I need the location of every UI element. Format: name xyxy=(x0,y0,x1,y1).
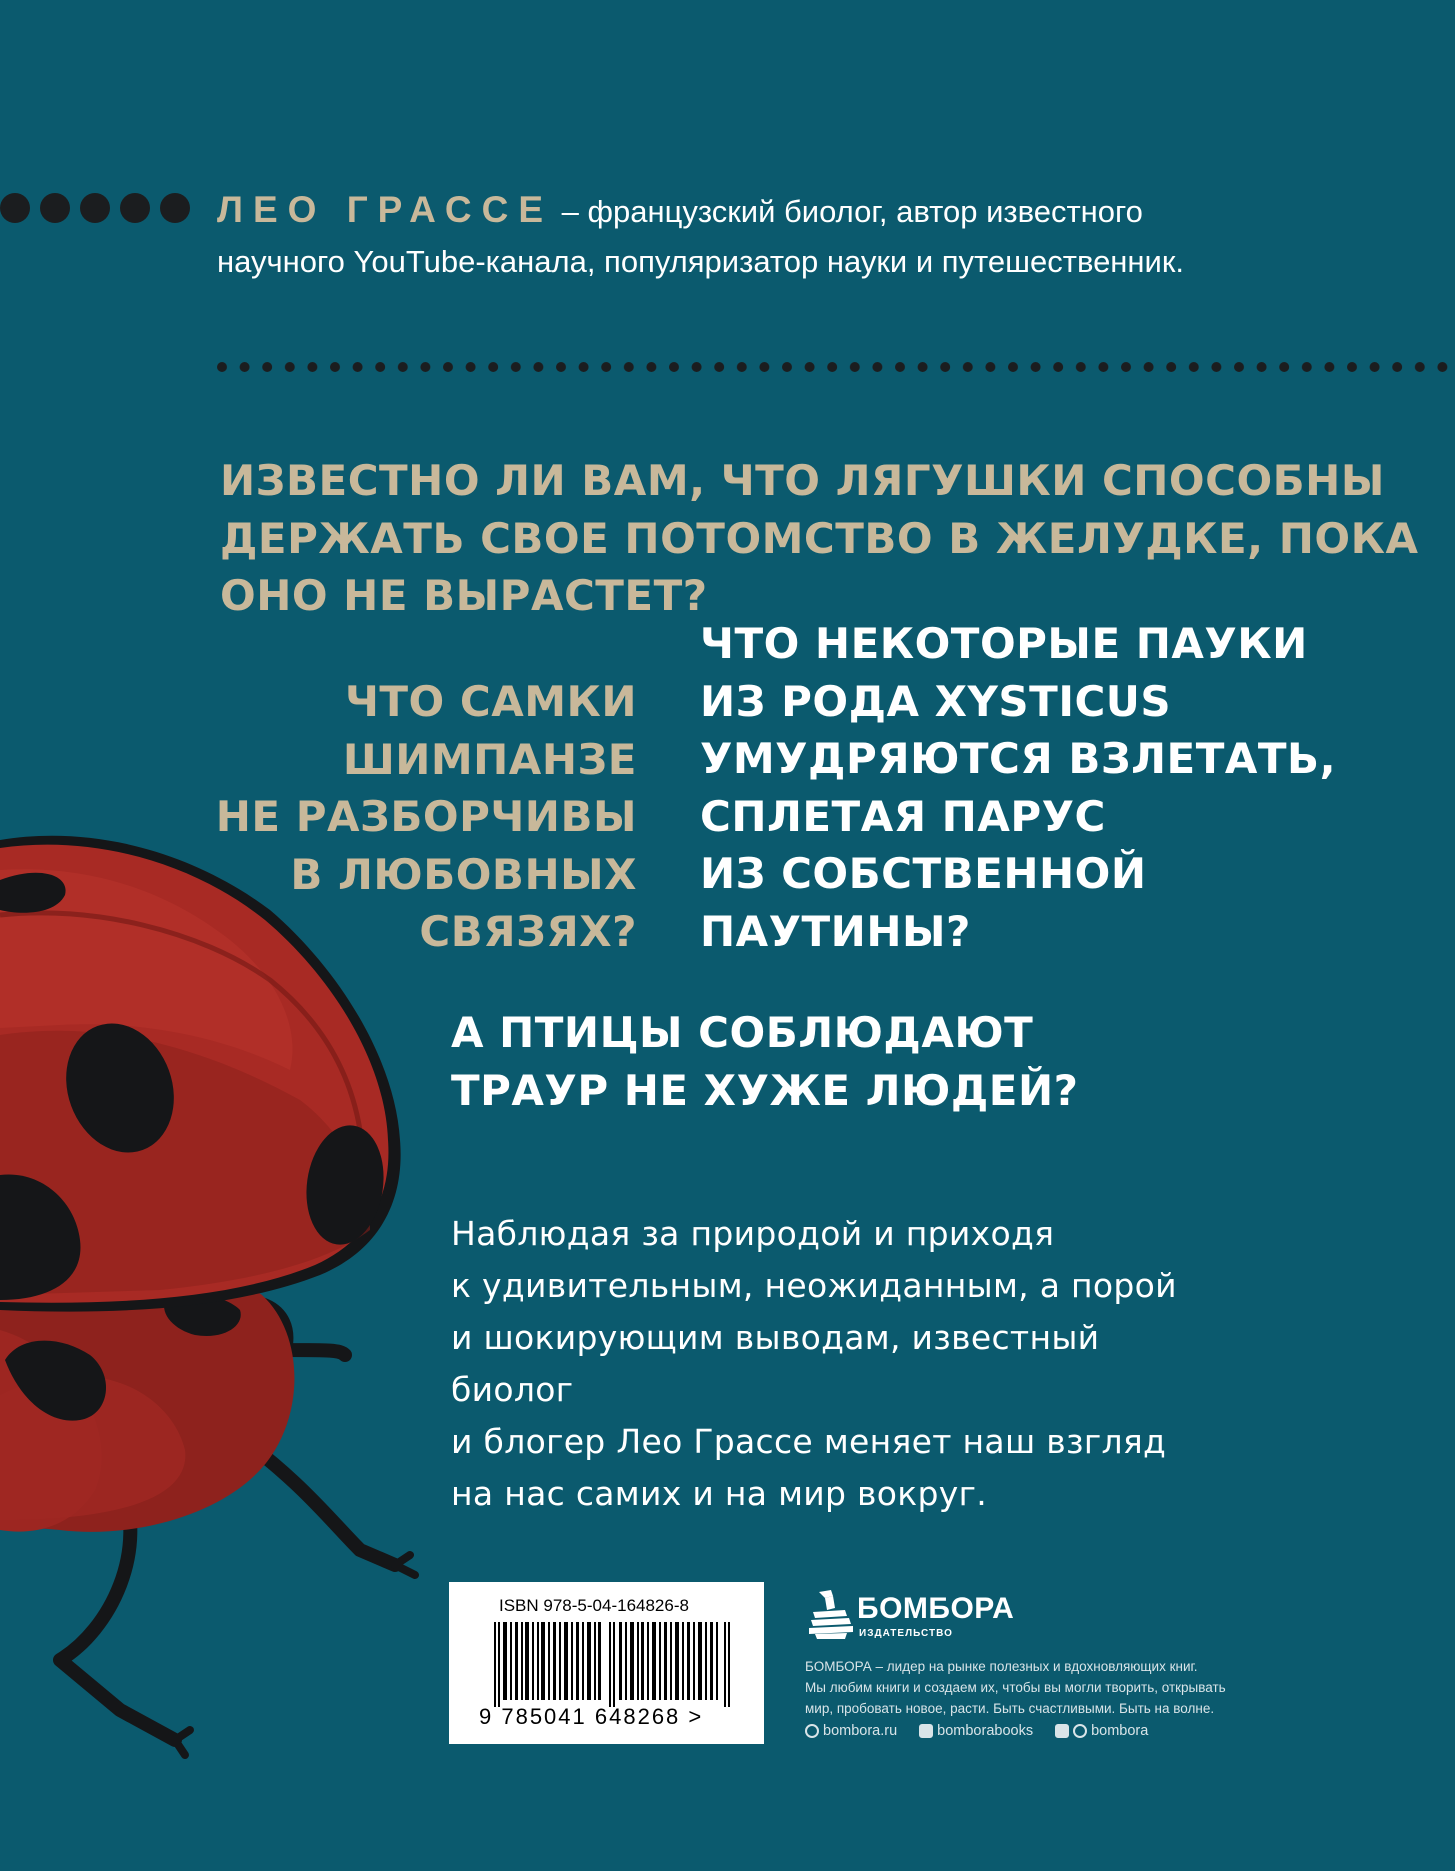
publisher-description xyxy=(805,1656,1345,1719)
publisher-desc-line: мир, пробовать новое, расти. Быть счастливыми. Быть на волне. xyxy=(805,1701,1215,1716)
social-vk[interactable] xyxy=(919,1723,1033,1739)
question-line: СВЯЗЯХ? xyxy=(419,907,637,956)
description-line: к удивительным, неожиданным, а порой xyxy=(451,1266,1177,1305)
social-messengers-label: bombora xyxy=(1091,1723,1149,1739)
author-bio xyxy=(217,185,1397,287)
question-line: ЧТО НЕКОТОРЫЕ ПАУКИ xyxy=(700,619,1308,668)
social-vk-label: bomborabooks xyxy=(937,1723,1034,1739)
question-line: ИЗ РОДА XYSTICUS xyxy=(700,676,1172,726)
question-line: ПАУТИНЫ? xyxy=(700,906,971,956)
dot xyxy=(80,193,110,223)
description-line: и блогер Лео Грассе меняет наш взгляд xyxy=(451,1422,1167,1461)
author-bio-line2: научного YouTube-канала, популяризатор науки и путешественник. xyxy=(217,244,1185,279)
question-spiders xyxy=(700,615,1336,960)
dotted-divider-graphic xyxy=(217,361,1455,373)
vk-icon xyxy=(919,1724,933,1738)
barcode-graphic xyxy=(494,1622,734,1707)
telegram-icon xyxy=(1073,1724,1087,1738)
dot xyxy=(40,193,70,223)
question-line: ЧТО САМКИ xyxy=(344,677,637,726)
plus-icon xyxy=(1055,1724,1069,1738)
author-bio-line1: – французский биолог, автор известного xyxy=(553,194,1143,229)
description-line: и шокирующим выводам, известный биолог xyxy=(451,1318,1100,1409)
question-line: ДЕРЖАТЬ СВОЕ ПОТОМСТВО В ЖЕЛУДКЕ, ПОКА xyxy=(220,513,1419,563)
publisher-desc-line: Мы любим книги и создаем их, чтобы вы могли творить, открывать xyxy=(805,1680,1226,1695)
ladybug-illustration xyxy=(0,830,420,1780)
question-line: СПЛЕТАЯ ПАРУС xyxy=(700,791,1106,841)
dot xyxy=(120,193,150,223)
barcode-digits: 9 785041 648268 > xyxy=(479,1704,704,1729)
question-line: ИЗВЕСТНО ЛИ ВАМ, ЧТО ЛЯГУШКИ СПОСОБНЫ xyxy=(220,456,1385,505)
author-name: ЛЕО ГРАССЕ xyxy=(217,189,554,230)
dot xyxy=(0,193,30,223)
question-line: НЕ РАЗБОРЧИВЫ xyxy=(215,792,637,841)
question-line: ТРАУР НЕ ХУЖЕ ЛЮДЕЙ? xyxy=(451,1065,1079,1115)
bombora-logo-icon xyxy=(805,1588,855,1640)
question-line: ШИМПАНЗЕ xyxy=(342,734,637,784)
isbn-label: ISBN 978-5-04-164826-8 xyxy=(499,1596,689,1615)
publisher-name: БОМБОРА xyxy=(857,1592,1015,1625)
question-frogs xyxy=(220,452,1418,625)
question-line: УМУДРЯЮТСЯ ВЗЛЕТАТЬ, xyxy=(700,734,1337,783)
globe-icon xyxy=(805,1724,819,1738)
question-line: ИЗ СОБСТВЕННОЙ xyxy=(700,849,1147,898)
social-messengers[interactable] xyxy=(1055,1723,1148,1739)
isbn-barcode-block xyxy=(449,1582,764,1744)
dotted-divider xyxy=(217,361,1455,373)
social-website[interactable] xyxy=(805,1723,897,1739)
question-line: А ПТИЦЫ СОБЛЮДАЮТ xyxy=(451,1008,1034,1057)
dot xyxy=(160,193,190,223)
social-website-label: bombora.ru xyxy=(823,1723,898,1739)
book-description xyxy=(451,1208,1211,1520)
question-line: ОНО НЕ ВЫРАСТЕТ? xyxy=(220,571,708,620)
publisher-subtitle: ИЗДАТЕЛЬСТВО xyxy=(859,1628,953,1639)
question-birds xyxy=(451,1004,1078,1119)
publisher-desc-line: БОМБОРА – лидер на рынке полезных и вдохновляющих книг. xyxy=(805,1659,1198,1674)
decorative-dots xyxy=(0,193,190,223)
description-line: на нас самих и на мир вокруг. xyxy=(451,1474,988,1513)
question-line: В ЛЮБОВНЫХ xyxy=(290,849,637,899)
description-line: Наблюдая за природой и приходя xyxy=(451,1214,1055,1253)
social-links xyxy=(805,1723,1148,1739)
